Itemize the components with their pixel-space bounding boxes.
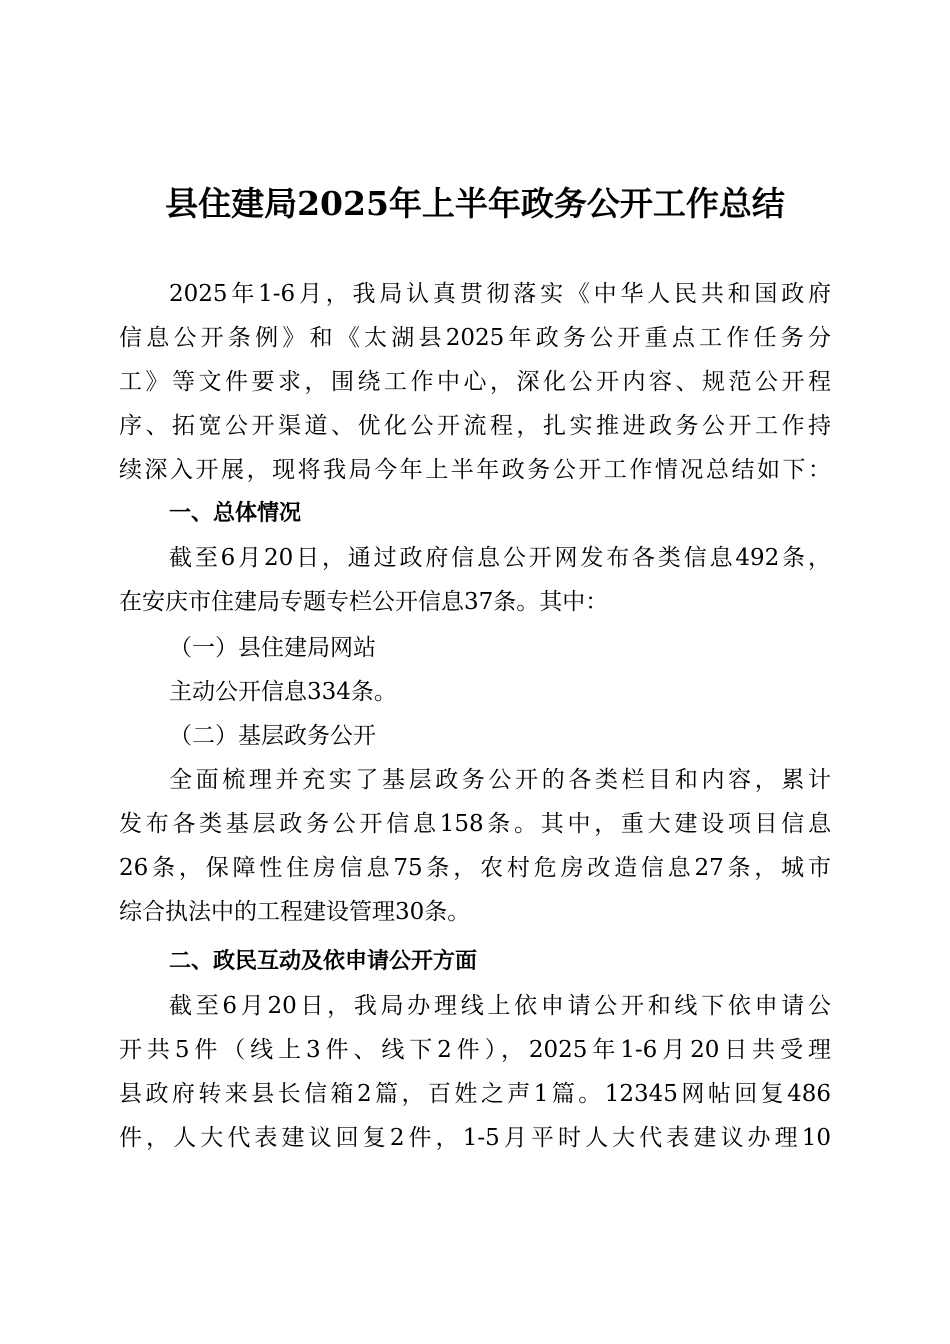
paragraph-line: 件，人大代表建议回复2件，1-5月平时人大代表建议办理10 — [119, 1125, 831, 1151]
document-body — [119, 272, 831, 1160]
paragraph-line: 开共5件（线上3件、线下2件），2025年1-6月20日共受理 — [119, 1037, 831, 1063]
paragraph-line: 综合执法中的工程建设管理30条。 — [119, 899, 471, 925]
paragraph-line: 全面梳理并充实了基层政务公开的各类栏目和内容，累计 — [169, 767, 831, 793]
paragraph-line: 信息公开条例》和《太湖县2025年政务公开重点工作任务分 — [119, 325, 831, 351]
section-heading: 二、政民互动及依申请公开方面 — [169, 949, 478, 974]
subsection-heading: （二）基层政务公开 — [169, 723, 376, 749]
subsection-heading: （一）县住建局网站 — [169, 635, 376, 661]
paragraph-line: 主动公开信息334条。 — [169, 679, 397, 705]
paragraph-line: 截至6月20日，我局办理线上依申请公开和线下依申请公 — [169, 993, 831, 1019]
paragraph-line: 县政府转来县长信箱2篇，百姓之声1篇。12345网帖回复486 — [119, 1081, 831, 1107]
paragraph-line: 2025年1-6月，我局认真贯彻落实《中华人民共和国政府 — [169, 281, 831, 307]
paragraph-line: 截至6月20日，通过政府信息公开网发布各类信息492条， — [169, 545, 831, 571]
document-title: 县住建局2025年上半年政务公开工作总结 — [165, 184, 785, 223]
paragraph-line: 序、拓宽公开渠道、优化公开流程，扎实推进政务公开工作持 — [119, 413, 831, 439]
paragraph-line: 在安庆市住建局专题专栏公开信息37条。其中： — [119, 589, 609, 615]
section-heading: 一、总体情况 — [169, 501, 302, 526]
paragraph-line: 26条，保障性住房信息75条，农村危房改造信息27条，城市 — [119, 855, 831, 881]
paragraph-line: 发布各类基层政务公开信息158条。其中，重大建设项目信息 — [119, 811, 831, 837]
paragraph-line: 工》等文件要求，围绕工作中心，深化公开内容、规范公开程 — [119, 369, 831, 395]
paragraph-line: 续深入开展，现将我局今年上半年政务公开工作情况总结如下： — [119, 457, 831, 483]
